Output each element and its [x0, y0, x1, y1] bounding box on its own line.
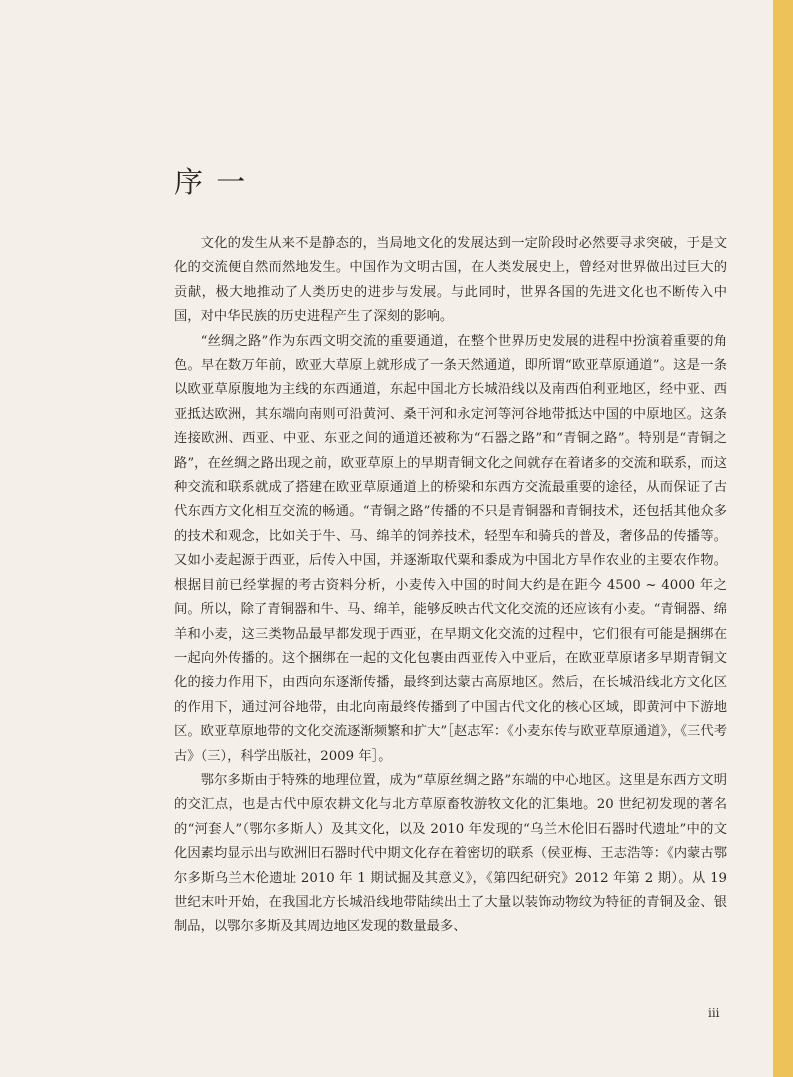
page-number: iii	[708, 1006, 720, 1020]
paragraph: “丝绸之路”作为东西文明交流的重要通道，在整个世界历史发展的进程中扮演着重要的角色。早在数万年前，欧亚大草原上就形成了一条天然通道，即所谓“欧亚草原通道”。这是一条以欧亚草原腹地为主线的东西通道，东起中国北方长城沿线以及南西伯利亚地区，经中亚、西亚抵达欧洲，其东端向南则可沿黄河、桑干河和永定河等河谷地带抵达中国的中原地区。这条连接欧洲、西亚、中亚、东亚之间的通道还被称为“石器之路”和“青铜之路”。特别是“青铜之路”，在丝绸之路出现之前，欧亚草原上的早期青铜文化之间就存在着诸多的交流和联系，而这种交流和联系就成了搭建在欧亚草原通道上的桥梁和东西方交流最重要的途径，从而保证了古代东西方文化相互交流的畅通。“青铜之路”传播的不只是青铜器和青铜技术，还包括其他众多的技术和观念，比如关于牛、马、绵羊的饲养技术，轻型车和骑兵的普及，奢侈品的传播等。又如小麦起源于西亚，后传入中国，并逐渐取代粟和黍成为中国北方旱作农业的主要农作物。根据目前已经掌握的考古资料分析，小麦传入中国的时间大约是在距今 4500 ~ 4000 年之间。所以，除了青铜器和牛、马、绵羊，能够反映古代文化交流的还应该有小麦。“青铜器、绵羊和小麦，这三类物品最早都发现于西亚，在早期文化交流的过程中，它们很有可能是捆绑在一起向外传播的。这个捆绑在一起的文化包裹由西亚传入中亚后，在欧亚草原诸多早期青铜文化的接力作用下，由西向东逐渐传播，最终到达蒙古高原地区。然后，在长城沿线北方文化区的作用下，通过河谷地带，由北向南最终传播到了中国古代文化的核心区域，即黄河中下游地区。欧亚草原地带的文化交流逐渐频繁和扩大”［赵志军：《小麦东传与欧亚草原通道》，《三代考古》（三），科学出版社，2009 年］。	[174, 333, 727, 764]
body-text	[174, 232, 727, 940]
paragraph: 文化的发生从来不是静态的，当局地文化的发展达到一定阶段时必然要寻求突破，于是文化的交流便自然而然地发生。中国作为文明古国，在人类发展史上，曾经对世界做出过巨大的贡献，极大地推动了人类历史的进步与发展。与此同时，世界各国的先进文化也不断传入中国，对中华民族的历史进程产生了深刻的影响。	[174, 236, 727, 325]
paragraph: 鄂尔多斯由于特殊的地理位置，成为“草原丝绸之路”东端的中心地区。这里是东西方文明的交汇点，也是古代中原农耕文化与北方草原畜牧游牧文化的汇集地。20 世纪初发现的著名的“河套人”（鄂尔多斯人）及其文化，以及 2010 年发现的“乌兰木伦旧石器时代遗址”中的文化因素均显示出与欧洲旧石器时代中期文化存在着密切的联系（侯亚梅、王志浩等：《内蒙古鄂尔多斯乌兰木伦遗址 2010 年 1 期试掘及其意义》，《第四纪研究》2012 年第 2 期）。从 19 世纪末叶开始，在我国北方长城沿线地带陆续出土了大量以装饰动物纹为特征的青铜及金、银制品，以鄂尔多斯及其周边地区发现的数量最多、	[174, 772, 727, 935]
page-edge-band	[773, 0, 793, 1077]
page-title: 序 一	[174, 165, 248, 199]
